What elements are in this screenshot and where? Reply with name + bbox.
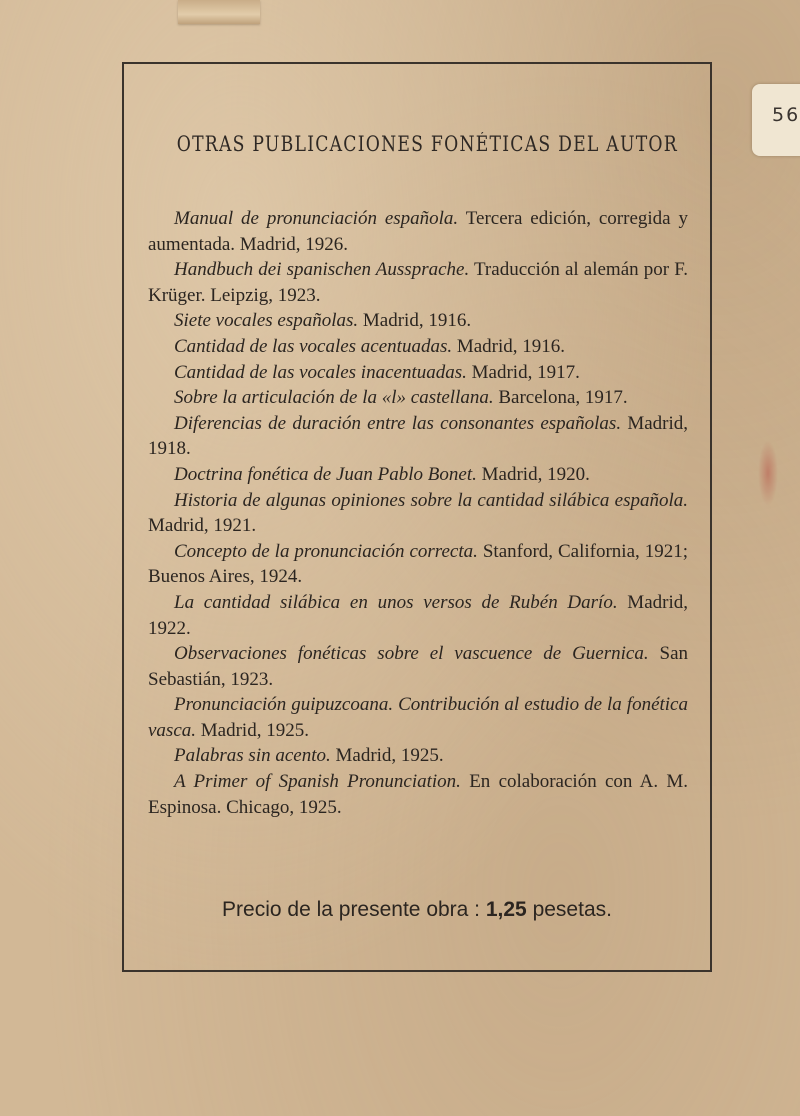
price-amount: 1,25 [485,898,527,921]
publication-entry [148,488,688,539]
paper-stain [758,440,778,506]
publication-title: Concepto de la pronunciación correcta. [174,540,478,562]
publication-details: Traducción al alemán por F. Krüger. Leipzig, 1923. [148,259,688,306]
adhesive-tape-strip [178,0,260,24]
publication-entry [148,743,688,769]
publication-entry [148,308,688,334]
publication-details: Madrid, 1920. [476,463,590,485]
publication-title: Historia de algunas opiniones sobre la cantidad silábica española. [174,489,688,511]
publication-list [148,206,688,820]
side-label-number: 56 [772,104,800,126]
publication-entry [148,411,688,462]
publication-details: Tercera edición, corregida y aumentada. Madrid, 1926. [148,208,688,255]
publication-title: Pronunciación guipuzcoana. Contribución al estudio de la fonética vasca. [148,694,688,741]
publication-entry [148,539,688,590]
publication-details: San Sebastián, 1923. [148,643,689,690]
publication-entry [148,385,688,411]
publication-entry [148,590,688,641]
publication-title: Palabras sin acento. [174,745,331,767]
publication-details: Madrid, 1916. [452,335,566,357]
publication-details: Madrid, 1922. [148,591,688,639]
publication-title: Doctrina fonética de Juan Pablo Bonet. [174,463,477,485]
publication-title: Manual de pronunciación española. [174,208,459,229]
publication-entry [148,692,688,743]
publication-entry [148,360,688,386]
publication-title: Observaciones fonéticas sobre el vascuence de Guernica. [174,643,649,665]
price-label: Precio de la presente obra : [222,898,486,921]
price-line [124,898,710,922]
publication-details: Madrid, 1921. [148,515,257,537]
publication-title: A Primer of Spanish Pronunciation. [174,771,461,793]
publication-entry [148,206,688,257]
price-unit: pesetas. [526,898,612,921]
publication-details: Madrid, 1916. [358,310,472,332]
publication-title: Siete vocales españolas. [174,310,359,332]
publication-details: Madrid, 1925. [196,719,309,741]
publication-title: Sobre la articulación de la «l» castellana. [174,387,494,409]
publication-title: La cantidad silábica en unos versos de Rubén Darío. [174,591,618,613]
bordered-text-frame [122,62,712,972]
publication-entry [148,769,688,820]
side-index-label [752,84,800,156]
publication-entry [148,641,688,692]
publication-title: Cantidad de las vocales inacentuadas. [174,361,467,383]
page-heading: OTRAS PUBLICACIONES FONÉTICAS DEL AUTOR [176,132,678,156]
publication-title: Handbuch dei spanischen Aussprache. [174,259,470,281]
publication-title: Cantidad de las vocales acentuadas. [174,335,453,357]
publication-details: Stanford, California, 1921; Buenos Aires, 1924. [148,540,688,588]
publication-entry [148,462,688,488]
publication-details: Madrid, 1917. [466,361,580,383]
publication-details: Madrid, 1918. [148,412,688,460]
publication-entry [148,334,688,360]
publication-details: En colaboración con A. M. Espinosa. Chicago, 1925. [148,771,688,818]
publication-details: Barcelona, 1917. [493,387,628,409]
publication-details: Madrid, 1925. [330,745,444,767]
publication-title: Diferencias de duración entre las consonantes españolas. [174,412,622,434]
publication-entry [148,257,688,308]
